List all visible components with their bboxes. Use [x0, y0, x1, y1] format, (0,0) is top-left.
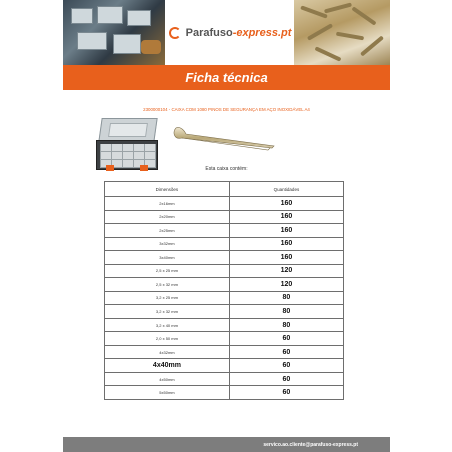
table-row — [105, 305, 344, 319]
dimension-cell: 4x32mm — [105, 345, 230, 359]
tools-photo — [63, 0, 165, 65]
logo[interactable] — [165, 0, 294, 65]
table-row — [105, 318, 344, 332]
table-row — [105, 251, 344, 265]
table-row — [105, 372, 344, 386]
table-row — [105, 224, 344, 238]
logo-text: Parafuso-express.pt — [185, 26, 292, 39]
dimension-cell: 3,2 x 25 mm — [105, 291, 230, 305]
quantity-cell: 160 — [229, 237, 343, 251]
quantity-cell: 80 — [229, 318, 343, 332]
quantity-cell: 160 — [229, 197, 343, 211]
dimension-cell: 4x40mm — [105, 359, 230, 373]
table-row — [105, 237, 344, 251]
dimension-cell: 2x16mm — [105, 197, 230, 211]
quantity-cell: 60 — [229, 372, 343, 386]
quantity-cell: 60 — [229, 345, 343, 359]
table-row — [105, 359, 344, 373]
dimension-cell: 3x32mm — [105, 237, 230, 251]
table-header-row — [105, 182, 344, 197]
page-title: Ficha técnica — [185, 70, 268, 85]
header-banner — [63, 0, 390, 65]
quantity-cell: 60 — [229, 332, 343, 346]
dimension-cell: 3,2 x 40 mm — [105, 318, 230, 332]
quantity-cell: 60 — [229, 359, 343, 373]
table-row — [105, 291, 344, 305]
logo-icon — [168, 26, 182, 40]
table-row — [105, 332, 344, 346]
quantity-cell: 80 — [229, 305, 343, 319]
quantity-cell: 60 — [229, 386, 343, 400]
dimension-cell: 2x20mm — [105, 210, 230, 224]
footer-bar — [63, 437, 390, 452]
quantity-cell: 120 — [229, 278, 343, 292]
table-row — [105, 210, 344, 224]
column-header-quantities: Quantidades — [229, 182, 343, 197]
dimension-cell: 3x40mm — [105, 251, 230, 265]
contents-table — [104, 181, 344, 400]
product-code: 2300000104 - CAIXA COM 1080 PINOS DE SEGURANÇA EM AÇO INOXIDÁVEL A4 — [143, 107, 310, 112]
quantity-cell: 160 — [229, 210, 343, 224]
dimension-cell: 2x25mm — [105, 224, 230, 238]
quantity-cell: 160 — [229, 224, 343, 238]
dimension-cell: 4x50mm — [105, 372, 230, 386]
quantity-cell: 80 — [229, 291, 343, 305]
table-row — [105, 345, 344, 359]
table-row — [105, 197, 344, 211]
dimension-cell: 2,5 x 32 mm — [105, 278, 230, 292]
customer-service-email[interactable]: servico.ao.cliente@parafuso-express.pt — [263, 441, 358, 448]
table-row — [105, 264, 344, 278]
quantity-cell: 160 — [229, 251, 343, 265]
title-bar — [63, 65, 390, 90]
cotter-pin-image — [172, 122, 278, 152]
table-row — [105, 278, 344, 292]
box-contents-caption: Esta caixa contém: — [205, 166, 248, 172]
quantity-cell: 120 — [229, 264, 343, 278]
column-header-dimensions: Dimensões — [105, 182, 230, 197]
screws-photo — [294, 0, 390, 65]
dimension-cell: 2,5 x 25 mm — [105, 264, 230, 278]
dimension-cell: 3,2 x 32 mm — [105, 305, 230, 319]
table-row — [105, 386, 344, 400]
dimension-cell: 5x50mm — [105, 386, 230, 400]
dimension-cell: 2,0 x 50 mm — [105, 332, 230, 346]
